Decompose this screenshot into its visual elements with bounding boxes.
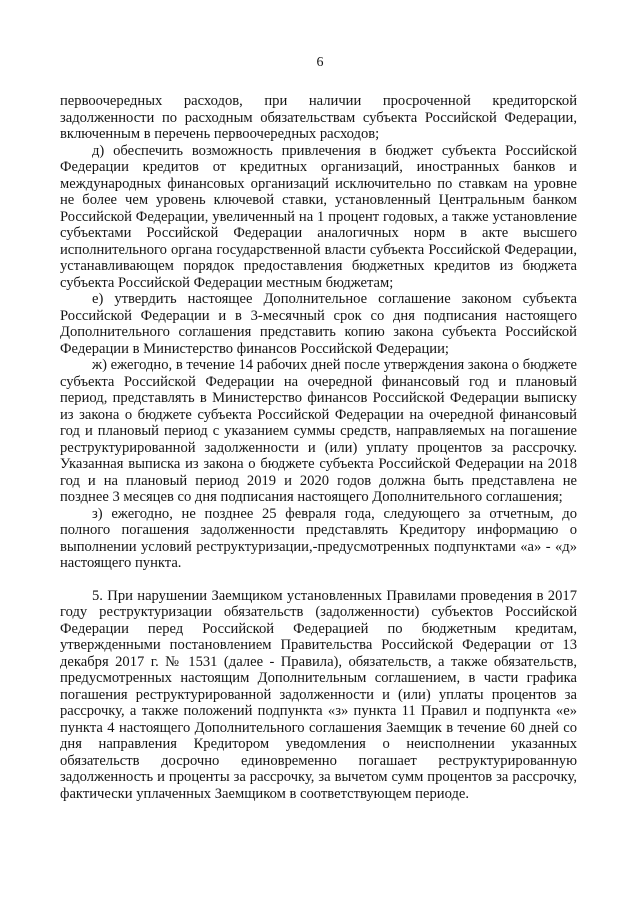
paragraph-p0: первоочередных расходов, при наличии просроченной кредиторской задолженности по расходным обязательствам субъекта Российской Федерации, включенным в перечень первоочередных расходов; (60, 93, 577, 142)
document-body (60, 93, 577, 802)
paragraph-p1: д) обеспечить возможность привлечения в бюджет субъекта Российской Федерации кредитов от кредитных организаций, иностранных банков и международных финансовых организаций исключительно по ставкам на уровне не более чем уровень ключевой ставки, установленный Центральным банком Российской Федерации, увеличенный на 1 процент годовых, а также установление субъектами Российской Федерации аналогичных норм в акте высшего исполнительного органа государственной власти субъекта Российской Федерации, устанавливающем порядок предоставления бюджетных кредитов из бюджета субъекта Российской Федерации местным бюджетам; (60, 142, 577, 291)
paragraph-p4: з) ежегодно, не позднее 25 февраля года, следующего за отчетным, до полного погашения задолженности представлять Кредитору информацию о выполнении условий реструктуризации,-предусмотренных подпунктами «а» - «д» настоящего пункта. (60, 505, 577, 571)
paragraph-p2: е) утвердить настоящее Дополнительное соглашение законом субъекта Российской Федерации и в 3-месячный срок со дня подписания настоящего Дополнительного соглашения представить копию закона субъекта Российской Федерации в Министерство финансов Российской Федерации; (60, 291, 577, 357)
page-number: 6 (316, 55, 324, 70)
paragraph-p5: 5. При нарушении Заемщиком установленных Правилами проведения в 2017 году реструктуризации обязательств (задолженности) субъектов Российской Федерации перед Российской Федерацией по бюджетным кредитам, утвержденными постановлением Правительства Российской Федерации от 13 декабря 2017 г. № 1531 (далее - Правила), обязательств, а также обязательств, предусмотренных настоящим Дополнительным соглашением, в части графика погашения реструктурированной задолженности и (или) уплаты процентов за рассрочку, а также положений подпункта «з» пункта 11 Правил и подпункта «е» пункта 4 настоящего Дополнительного соглашения Заемщик в течение 60 дней со дня направления Кредитором уведомления о неисполнении указанных обязательств досрочно единовременно погашает реструктурированную задолженность и проценты за рассрочку, за вычетом сумм процентов за рассрочку, фактически уплаченных Заемщиком в соответствующем периоде. (60, 587, 577, 802)
paragraph-p3: ж) ежегодно, в течение 14 рабочих дней после утверждения закона о бюджете субъекта Российской Федерации на очередной финансовый год и плановый период, представлять в Министерство финансов Российской Федерации выписку из закона о бюджете субъекта Российской Федерации на очередной финансовый год и плановый период с указанием суммы средств, направляемых на погашение реструктурированной задолженности и (или) уплату процентов за рассрочку. Указанная выписка из закона о бюджете субъекта Российской Федерации на 2018 год и на плановый период 2019 и 2020 годов должна быть представлена не позднее 3 месяцев со дня подписания настоящего Дополнительного соглашения; (60, 357, 577, 505)
